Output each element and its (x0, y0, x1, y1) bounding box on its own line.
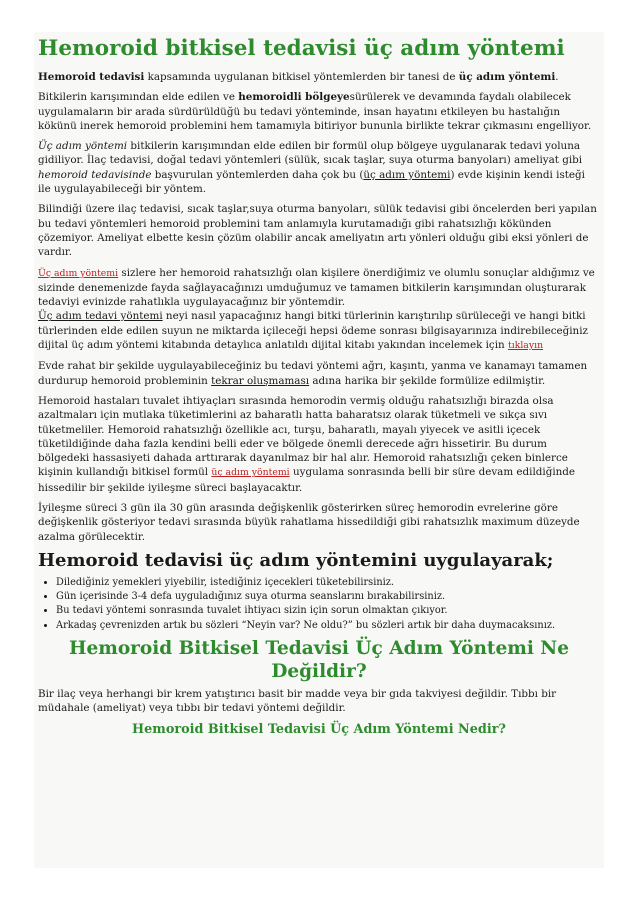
page-title: Hemoroid bitkisel tedavisi üç adım yöntemi (38, 36, 565, 61)
benefits-list (38, 576, 600, 633)
tekrar-olusmamasi-underlined: tekrar oluşmaması (211, 374, 310, 387)
section-heading-uygulayarak: Hemoroid tedavisi üç adım yöntemini uygulayarak; (38, 549, 554, 571)
uc-adim-link-2[interactable]: üç adım yöntemi (211, 467, 290, 479)
term-hemoroid-tedavisi: Hemoroid tedavisi (38, 71, 145, 83)
paragraph-6: Evde rahat bir şekilde uygulayabileceğiniz bu tedavi yöntemi ağrı, kaşıntı, yanma ve kanamayı tamamen durdurup hemoroid probleminin tekrar oluşmaması adına harika bir şekilde formülize edilmiştir. (38, 360, 588, 387)
uc-adim-underlined: üç adım yöntemi (363, 168, 451, 181)
term-hemoroidli-bolgeye: hemoroidli bölgeye (238, 91, 350, 104)
term-uc-adim-italic: Üç adım yöntemi (38, 140, 128, 153)
list-item: • Bu tedavi yöntemi sonrasında tuvalet ihtiyacı sizin için sorun olmaktan çıkıyor. (56, 604, 600, 618)
list-item: • Gün içerisinde 3-4 defa uyguladığınız suya oturma seanslarını bırakabilirsiniz. (56, 590, 600, 604)
uc-adim-link[interactable]: Üç adım yöntemi (38, 267, 119, 279)
tiklayin-link[interactable]: tıklayın (507, 340, 544, 352)
paragraph-5: Üç adım yöntemi sizlere her hemoroid rahatsızlığı olan kişilere önerdiğimiz ve olumlu sonuçlar aldığımız ve sizinde denemenizde fayda sağlayacağınızı umduğumuz ve tamamen bitkilerin karışımından oluşturarak tedaviyi evinizde rahatlıkla uygulayacağınız bir yöntemdir. Üç adım tedavi yöntemi neyi nasıl yapacağınız hangi bitki türlerinin karıştırılıp sürüleceği ve hangi bitki türlerinden elde edilen suyun ne miktarda içileceği hepsi ödeme sonrası bilgisayarınıza indirebileceğiniz dijital üç adım yöntemi kitabında detaylıca anlatıldı dijital kitabı yakından incelemek için tıklayın (38, 266, 595, 352)
paragraph-8: İyileşme süreci 3 gün ila 30 gün arasında değişkenlik gösterirken süreç hemorodin evrelerine göre değişkenlik gösteriyor tedavi sırasında büyük rahatlama hissedildiği gibi rahatsızlık maximum düzeyde azalma görülecektir. (38, 502, 580, 543)
term-hemoroid-tedavisinde: hemoroid tedavisinde (38, 168, 152, 181)
paragraph-intro: Hemoroid tedavisi kapsamında uygulanan bitkisel yöntemlerden bir tanesi de üç adım yöntemi. (38, 71, 559, 83)
list-item: • Dilediğiniz yemekleri yiyebilir, istediğiniz içecekleri tüketebilirsiniz. (56, 576, 600, 590)
article (38, 36, 600, 739)
paragraph-7: Hemoroid hastaları tuvalet ihtiyaçları sırasında hemorodin vermiş olduğu rahatsızlığı birazda olsa azaltmaları için mutlaka tüketimlerini az baharatlı hatta baharatsız olarak tüketmeli ve sıkça sıvı tüketmeliler. Hemoroid rahatsızlığı özellikle acı, turşu, baharatlı, mayalı yiyecek ve asitli içecek tüketildiğinde daha fazla kendini belli eder ve bölgede önemli derecede ağrı hissetirir. Bu durum bölgedeki hassasiyeti dahada arttırarak dayanılmaz bir hal alır. Hemoroid rahatsızlığı çeken binlerce kişinin kullandığı bitkisel formül üç adım yöntemi uygulama sonrasında belli bir süre devam edildiğinde hissedilir bir şekilde iyileşme süreci başlayacaktır. (38, 394, 576, 494)
paragraph-2: Bitkilerin karışımından elde edilen ve hemoroidli bölgeyesürülerek ve devamında faydalı olabilecek uygulamaların bir arada sürdürüldüğü bu tedavi yönteminde, insan hayatını etkileyen bu hastalığın kökünü inerek hemoroid problemini hem tamamıyla bitiriyor bununla birlikte tekrar çıkmasını engelliyor. (38, 91, 592, 132)
paragraph-4: Bilindiği üzere ilaç tedavisi, sıcak taşlar,suya oturma banyoları, sülük tedavisi gibi öncelerden beri yapılan bu tedavi yöntemleri hemoroid problemini tam anlamıyla kurutamadığı gibi rahatsızlığı kökünden çözemiyor. Ameliyat elbette kesin çözüm olabilir ancak ameliyatın artı yönleri olduğu gibi eksi yönleri de vardır. (38, 203, 597, 259)
list-item: • Arkadaş çevrenizden artık bu sözleri “Neyin var? Ne oldu?” bu sözleri artık bir daha duymacaksınız. (56, 619, 600, 633)
uc-adim-tedavi-underlined: Üç adım tedavi yöntemi (38, 310, 163, 323)
section-heading-ne-degildir: Hemoroid Bitkisel Tedavisi Üç Adım Yöntemi Ne Değildir? (69, 637, 569, 682)
term-uc-adim-yontemi: üç adım yöntemi (458, 71, 556, 83)
section-heading-nedir: Hemoroid Bitkisel Tedavisi Üç Adım Yöntemi Nedir? (132, 722, 506, 738)
paragraph-3: Üç adım yöntemi bitkilerin karışımından elde edilen bir formül olup bölgeye uygulanarak tedavi yoluna gidiliyor. İlaç tedavisi, doğal tedavi yöntemleri (sülük, sıcak taşlar, suya oturma banyoları) ameliyat gibi hemoroid tedavisinde başvurulan yöntemlerden daha çok bu (üç adım yöntemi) evde kişinin kendi isteği ile uygulayabileceği bir yöntem. (38, 140, 585, 196)
paragraph-9: Bir ilaç veya herhangi bir krem yatıştırıcı basit bir madde veya bir gıda takviyesi değildir. Tıbbı bir müdahale (ameliyat) veya tıbbı bir tedavi yöntemi değildir. (38, 687, 557, 715)
